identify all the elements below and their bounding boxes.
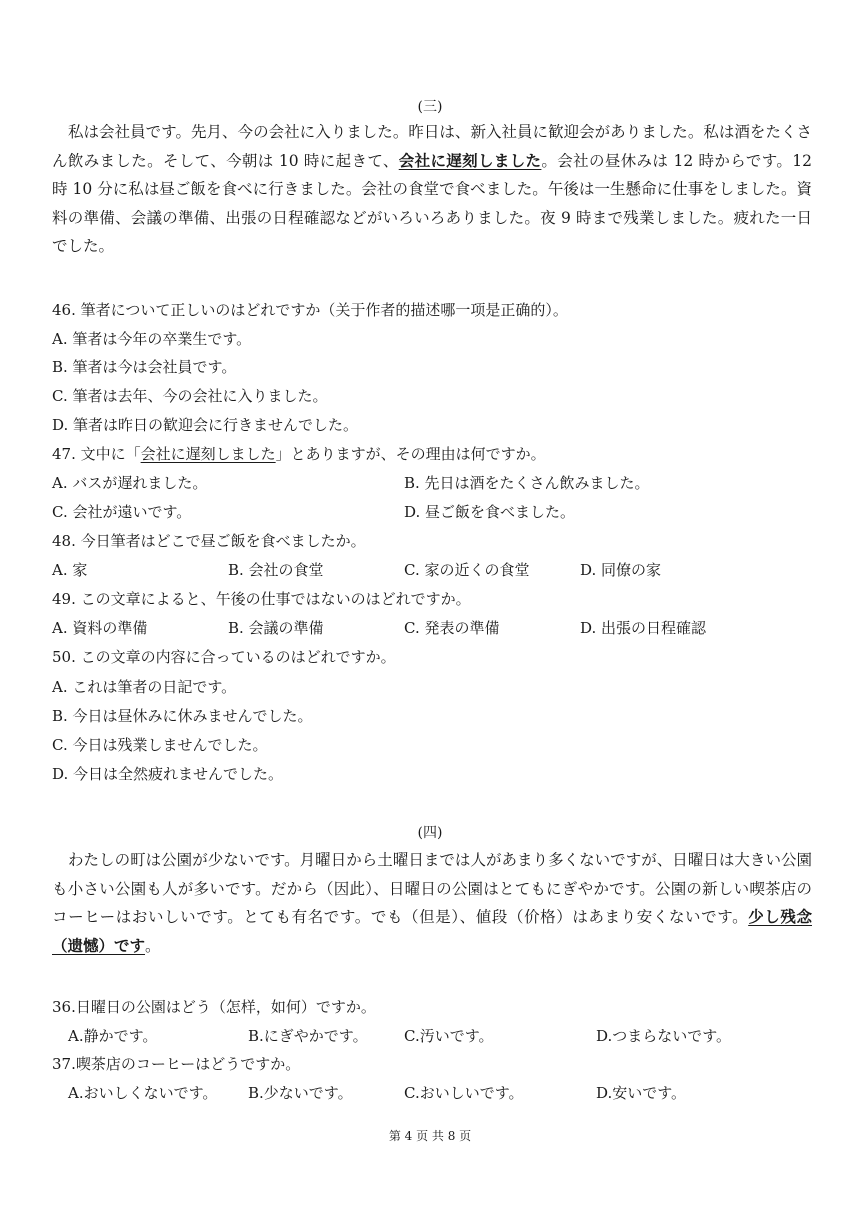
question-47-stem — [52, 443, 822, 464]
page-number: 第 4 页 共 8 页 — [388, 1129, 472, 1143]
passage-text: 。会社の昼休みは 12 時からです。12 時 10 分に私は昼ご飯を食べに行きました。会社の食堂で食べました。午後は一生懸命に仕事をしました。資料の準備、会議の準備、出張の日程確認などがいろいろありました。夜 9 時まで残業しました。疲れた一日でした。 — [52, 151, 812, 256]
question-36-option-c: C.汚いです。 — [404, 1027, 494, 1045]
section-heading-3: (三) — [417, 99, 443, 115]
question-50-stem: 50. この文章の内容に合っているのはどれですか。 — [52, 648, 396, 666]
question-48-option-a: A. 家 — [52, 561, 88, 579]
underlined-phrase: 少し残念（遗憾）です — [52, 907, 812, 955]
question-48-option-b: B. 会社の食堂 — [228, 561, 324, 579]
question-37-option-a: A.おいしくないです。 — [68, 1084, 218, 1102]
question-50-option-a: A. これは筆者の日記です。 — [52, 678, 237, 696]
underlined-phrase: 会社に遅刻しました — [140, 445, 276, 463]
question-50-option-d: D. 今日は全然疲れませんでした。 — [52, 765, 284, 783]
stem-text: 47. 文中に「 — [52, 445, 141, 463]
question-46-option-d: D. 筆者は昨日の歓迎会に行きませんでした。 — [52, 416, 359, 434]
question-47-option-b: B. 先日は酒をたくさん飲みました。 — [404, 474, 650, 492]
question-37-option-c: C.おいしいです。 — [404, 1084, 524, 1102]
passage-text: 私は会社員です。先月、今の会社に入りました。昨日は、新入社員に歓迎会がありました。私は酒をたくさん飲みました。そして、今朝は 10 時に起きて、 — [52, 123, 812, 170]
question-46-option-c: C. 筆者は去年、今の会社に入りました。 — [52, 387, 328, 405]
question-48-stem: 48. 今日筆者はどこで昼ご飯を食べましたか。 — [52, 532, 366, 550]
question-36-option-b: B.にぎやかです。 — [248, 1027, 368, 1045]
question-48-option-d: D. 同僚の家 — [580, 561, 662, 579]
question-37-option-b: B.少ないです。 — [248, 1084, 353, 1102]
question-46-option-b: B. 筆者は今は会社員です。 — [52, 358, 237, 376]
stem-text: 」とありますが、その理由は何ですか。 — [275, 445, 546, 463]
passage-text: わたしの町は公園が少ないです。月曜日から土曜日までは人があまり多くないですが、日曜日は大きい公園も小さい公園も人が多いです。だから（因此）、日曜日の公園はとてもにぎやかです。公園の新しい喫茶店のコーヒーはおいしいです。とても有名です。でも（但是）、値段（价格）はあまり安くないです。 — [52, 851, 812, 927]
question-37-option-d: D.安いです。 — [596, 1084, 687, 1102]
question-46-stem: 46. 筆者について正しいのはどれですか（关于作者的描述哪一项是正确的）。 — [52, 301, 568, 319]
reading-passage-3 — [52, 118, 812, 261]
question-36-option-a: A.静かです。 — [68, 1027, 158, 1045]
question-50-option-c: C. 今日は残業しませんでした。 — [52, 736, 268, 754]
question-47-option-c: C. 会社が遠いです。 — [52, 503, 192, 521]
question-49-option-d: D. 出張の日程確認 — [580, 619, 707, 637]
question-46-option-a: A. 筆者は今年の卒業生です。 — [52, 330, 252, 348]
reading-passage-4 — [52, 846, 812, 960]
question-50-option-b: B. 今日は昼休みに休みませんでした。 — [52, 707, 313, 725]
passage-text: 。 — [145, 936, 161, 955]
question-36-option-d: D.つまらないです。 — [596, 1027, 732, 1045]
question-48-option-c: C. 家の近くの食堂 — [404, 561, 530, 579]
underlined-phrase: 会社に遅刻しました — [398, 150, 542, 170]
question-49-stem: 49. この文章によると、午後の仕事ではないのはどれですか。 — [52, 590, 471, 608]
question-36-stem: 36.日曜日の公園はどう（怎样，如何）ですか。 — [52, 998, 376, 1016]
question-47-option-d: D. 昼ご飯を食べました。 — [404, 503, 576, 521]
question-49-option-c: C. 発表の準備 — [404, 619, 500, 637]
question-47-option-a: A. バスが遅れました。 — [52, 474, 208, 492]
section-heading-4: (四) — [417, 825, 443, 841]
question-49-option-b: B. 会議の準備 — [228, 619, 324, 637]
question-49-option-a: A. 資料の準備 — [52, 619, 148, 637]
question-37-stem: 37.喫茶店のコーヒーはどうですか。 — [52, 1055, 301, 1073]
